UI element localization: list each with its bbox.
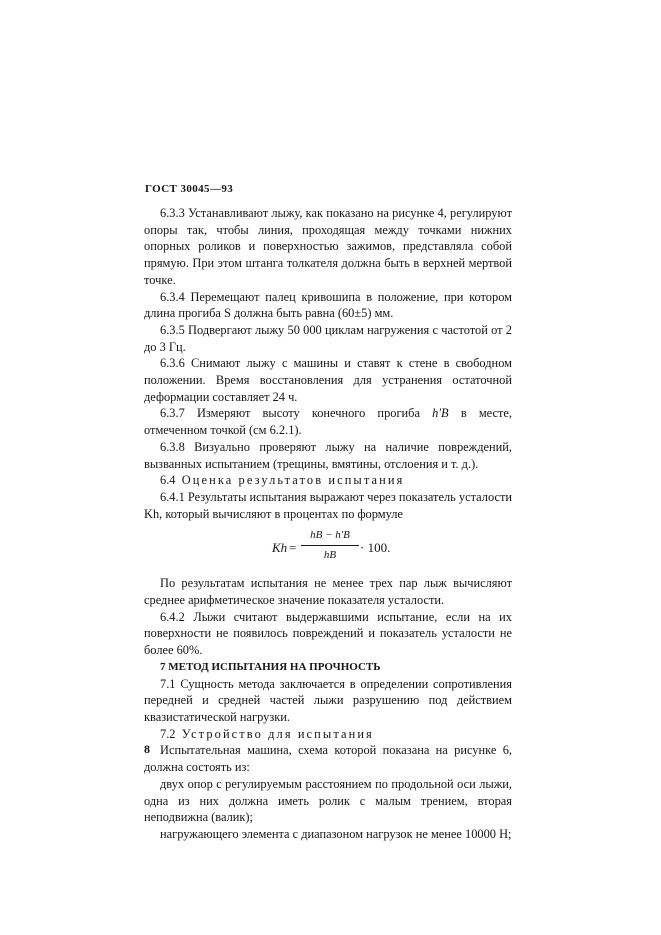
document-header: ГОСТ 30045—93 [145, 183, 234, 195]
deflection-symbol: h′B [432, 406, 449, 421]
formula-denominator: hB [323, 549, 337, 562]
page-number: 8 [144, 742, 150, 756]
paragraph-6-3-6: 6.3.6 Снимают лыжу с машины и ставят к стене в свободном положении. Время восстановления для устранения остаточной деформации составляет 24 ч. [144, 356, 512, 404]
formula-numerator: hB − h′B [301, 527, 359, 546]
formula-multiplier: · 100. [360, 540, 391, 556]
paragraph-6-3-4: 6.3.4 Перемещают палец кривошипа в положение, при котором длина прогиба S должна быть равна (60±5) мм. [144, 289, 512, 321]
fatigue-formula [144, 526, 512, 572]
document-body [144, 205, 512, 843]
paragraph-6-3-7 [144, 405, 512, 438]
paragraph-load: нагружающего элемента с диапазоном нагрузок не менее 10000 Н; [160, 826, 512, 841]
paragraph-6-4-2: 6.4.2 Лыжи считают выдержавшими испытание, если на их поверхности не появилось повреждений и показатель усталости не более 60%. [144, 609, 512, 658]
paragraph-average: По результатам испытания не менее трех пар лыж вычисляют среднее арифметическое значение показателя усталости. [144, 576, 512, 608]
paragraph-supports: двух опор с регулируемым расстоянием по продольной оси лыжи, одна из них должна иметь ролик с малым трением, вторая неподвижна (валик); [144, 776, 512, 825]
paragraph-machine: Испытательная машина, схема которой показана на рисунке 6, должна состоять из: [144, 743, 512, 775]
paragraph-7-1: 7.1 Сущность метода заключается в определении сопротивления передней и средней частей лыжи разрушению под действием квазистатической нагрузки. [144, 676, 512, 724]
subsection-6-4-title [144, 472, 512, 489]
subsection-7-2-number: 7.2 [160, 726, 176, 741]
formula-lhs: Kh [272, 540, 288, 556]
subsection-6-4-text: Оценка результатов испытания [181, 473, 405, 488]
paragraph-6-3-5: 6.3.5 Подвергают лыжу 50 000 циклам нагружения с частотой от 2 до 3 Гц. [144, 322, 512, 354]
paragraph-6-3-7-tail: в месте, отмеченном точкой (см 6.2.1). [144, 406, 512, 438]
paragraph-6-3-3: 6.3.3 Устанавливают лыжу, как показано на рисунке 4, регулируют опоры так, чтобы линия, проходящая между точками нижних опорных роликов и поверхностью зажимов, представляла собой прямую. При этом штанга толкателя должна быть в верхней мертвой точке. [144, 206, 512, 287]
formula-equals: = [289, 540, 297, 556]
paragraph-6-3-7-text: 6.3.7 Измеряют высоту конечного прогиба [160, 406, 420, 421]
paragraph-6-4-1: 6.4.1 Результаты испытания выражают через показатель усталости Kh, который вычисляют в процентах по формуле [144, 489, 512, 521]
paragraph-6-3-8: 6.3.8 Визуально проверяют лыжу на наличие повреждений, вызванных испытанием (трещины, вмятины, отслоения и т. д.). [144, 439, 512, 471]
subsection-7-2-title [144, 726, 512, 743]
subsection-6-4-number: 6.4 [160, 473, 176, 488]
section-7-heading: 7 МЕТОД ИСПЫТАНИЯ НА ПРОЧНОСТЬ [160, 660, 381, 673]
subsection-7-2-text: Устройство для испытания [181, 726, 374, 741]
formula-fraction [301, 527, 359, 563]
